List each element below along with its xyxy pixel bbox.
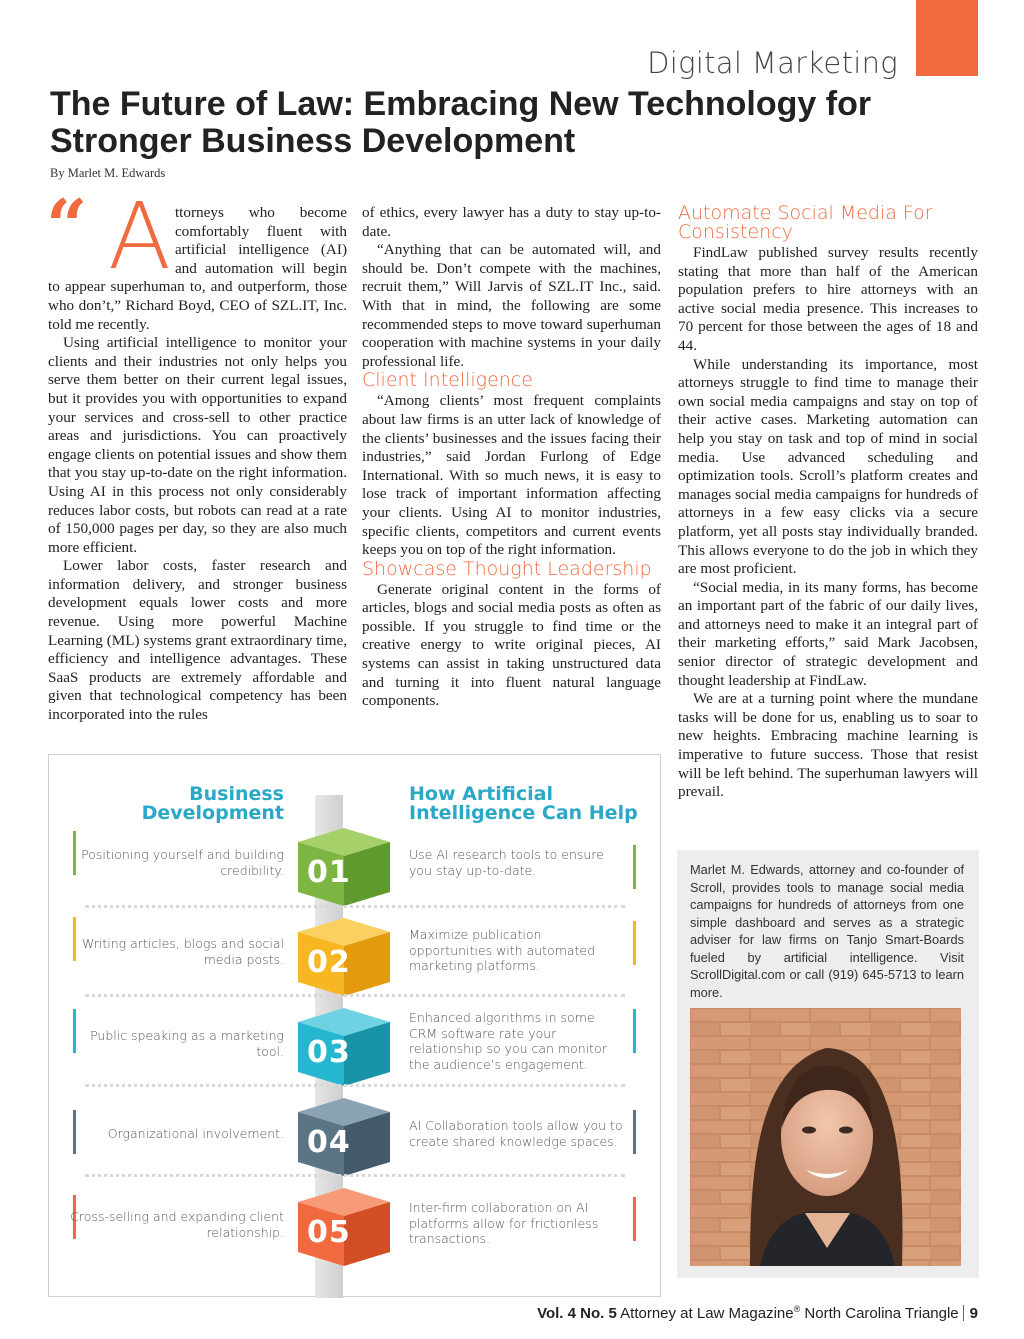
paragraph: ttorneys who become comfortably fluent with artificial intelligence (AI) and automation will begin to appear superhuman to, and outperform, those who don’t,” Richard Boyd, CEO of SZL.IT, Inc. told me recently. bbox=[48, 204, 347, 333]
row-number: 01 bbox=[307, 855, 351, 890]
article-column-3 bbox=[678, 204, 978, 802]
subheading-client-intelligence: Client Intelligence bbox=[362, 369, 533, 392]
row-bar-right bbox=[633, 1197, 636, 1241]
subheading-thought-leadership: Showcase Thought Leadership bbox=[362, 557, 652, 580]
infographic bbox=[48, 754, 661, 1297]
author-bio: Marlet M. Edwards, attorney and co-founder of Scroll, provides tools to manage social media campaigns for hundreds of attorneys from one simple dashboard and serves as a strategic adviser for law firms on Tanjo Smart-Boards fueled by artificial intelligence. Visit ScrollDigital.com or call (919) 645-5713 to learn more. bbox=[690, 862, 964, 1000]
page-footer bbox=[537, 1304, 978, 1322]
section-label: Digital Marketing bbox=[647, 46, 898, 80]
row-divider bbox=[85, 905, 625, 908]
row-divider bbox=[85, 994, 625, 997]
quote-mark-icon: “ bbox=[46, 183, 88, 268]
heading-line: Development bbox=[141, 802, 284, 824]
heading-line: Intelligence Can Help bbox=[409, 802, 638, 824]
footer-divider bbox=[963, 1305, 964, 1321]
row-bar-right bbox=[633, 921, 636, 965]
row-left-text: Public speaking as a marketing tool. bbox=[90, 1028, 284, 1059]
paragraph: “Social media, in its many forms, has become an important part of the fabric of our daily lives, and attorneys need to make it an integral part of their marketing efforts,” said Mark Jacobsen, senior director of strategic development and thought leadership at FindLaw. bbox=[678, 578, 978, 689]
heading-line: Business bbox=[189, 783, 284, 805]
magazine-name: Attorney at Law Magazine bbox=[620, 1305, 794, 1322]
issue-number: Vol. 4 No. 5 bbox=[537, 1305, 617, 1322]
article-column-2 bbox=[362, 204, 661, 711]
author-bio-box bbox=[677, 850, 979, 1278]
infographic-heading-right bbox=[409, 785, 638, 823]
row-number: 05 bbox=[307, 1215, 351, 1250]
corner-color-block bbox=[916, 0, 978, 76]
opening-paragraph bbox=[46, 183, 347, 334]
registered-mark: ® bbox=[793, 1304, 801, 1314]
row-right-text: Enhanced algorithms in some CRM software rate your relationship so you can monitor the audience’s engagement. bbox=[409, 1010, 607, 1072]
paragraph: “Anything that can be automated will, and should be. Don’t compete with the machines, recruit them,” Will Jarvis of SZL.IT Inc., said. With that in mind, the following are some recommended steps to move toward superhuman cooperation with machine systems in your daily professional life. bbox=[362, 241, 661, 370]
row-bar-right bbox=[633, 845, 636, 889]
page-number: 9 bbox=[969, 1305, 978, 1322]
row-right-text: AI Collaboration tools allow you to create shared knowledge spaces. bbox=[409, 1118, 623, 1149]
region-name: North Carolina Triangle bbox=[804, 1305, 959, 1322]
article-column-1 bbox=[46, 183, 347, 725]
article-title: The Future of Law: Embracing New Technology for Stronger Business Development bbox=[50, 85, 872, 160]
row-right-text: Use AI research tools to ensure you stay up-to-date. bbox=[409, 847, 604, 878]
row-right-text: Maximize publication opportunities with automated marketing platforms. bbox=[409, 927, 596, 973]
heading-line: How Artificial bbox=[409, 783, 553, 805]
author-photo bbox=[690, 1008, 961, 1266]
paragraph: Generate original content in the forms of articles, blogs and social media posts as often as possible. If you struggle to find time or the creative energy to write original pieces, AI systems can assist in taking unstructured data and turning it into fluent natural language components. bbox=[362, 580, 661, 710]
paragraph: “Among clients’ most frequent complaints about law firms is an utter lack of knowledge of the clients’ businesses and the issues facing their industries,” said Jordan Furlong of Edge International. With so much news, it is easy to lose track of important information affecting your clients. Using AI to monitor industries, specific clients, competitors and current events keeps you on top of the right information. bbox=[362, 392, 661, 559]
row-number: 03 bbox=[307, 1035, 351, 1070]
paragraph: Using artificial intelligence to monitor your clients and their industries not only helps you serve them better on their current legal issues, but it provides you with opportunities to expand your services and cross-sell to other practice areas and jurisdictions. You can proactively engage clients on potential issues and show them that you stay up-to-date on the right information. Using AI in this process not only considerably reduces labor costs, but robots can read at a rate of 150,000 pages per day, so they are also much more efficient. bbox=[48, 334, 347, 556]
paragraph: We are at a turning point where the mundane tasks will be done for us, enabling us to soar to new heights. Embracing machine learning is imperative to future success. Those that resist will be left behind. The superhuman lawyers will prevail. bbox=[678, 690, 978, 801]
row-divider bbox=[85, 1174, 625, 1177]
row-divider bbox=[85, 1084, 625, 1087]
row-bar-right bbox=[633, 1009, 636, 1053]
paragraph: While understanding its importance, most attorneys struggle to find time to manage their own social media campaigns and stay on top of their active cases. Marketing automation can help you stay on task and top of mind in social media. Use advanced scheduling and optimization tools. Scroll’s platform creates and manages social media campaigns for hundreds of attorneys in a few easy clicks via a secure platform, yet all posts stay individually branded. This allows everyone to do the job in which they are most proficient. bbox=[678, 355, 978, 578]
row-bar-right bbox=[633, 1110, 636, 1154]
row-left-text: Writing articles, blogs and social media posts. bbox=[81, 936, 284, 967]
row-left-text: Organizational involvement. bbox=[107, 1126, 284, 1141]
paragraph: FindLaw published survey results recently stating that more than half of the American population prefers to hire attorneys with an active social media presence. This increases to 70 percent for those between the ages of 18 and 44. bbox=[678, 244, 978, 354]
row-number: 02 bbox=[307, 945, 351, 980]
row-left-text: Positioning yourself and building credibility. bbox=[81, 847, 284, 878]
subheading-automate-social-media: Automate Social Media For Consistency bbox=[678, 202, 933, 243]
row-right-text: Inter-firm collaboration on AI platforms allow for frictionless transactions. bbox=[409, 1200, 599, 1246]
paragraph: of ethics, every lawyer has a duty to stay up-to-date. bbox=[362, 204, 661, 240]
infographic-heading-left bbox=[142, 785, 284, 823]
drop-cap: A bbox=[108, 183, 171, 290]
row-left-text: Cross-selling and expanding client relationship. bbox=[70, 1209, 284, 1240]
byline: By Marlet M. Edwards bbox=[50, 166, 166, 180]
paragraph: Lower labor costs, faster research and information delivery, and stronger business development equals lower costs and more revenue. Using more powerful Machine Learning (ML) systems grant extraordinary time, efficiency and intelligence advantages. These SaaS products are extremely affordable and given that technological competency has been incorporated into the rules bbox=[48, 557, 347, 724]
row-number: 04 bbox=[307, 1125, 351, 1160]
